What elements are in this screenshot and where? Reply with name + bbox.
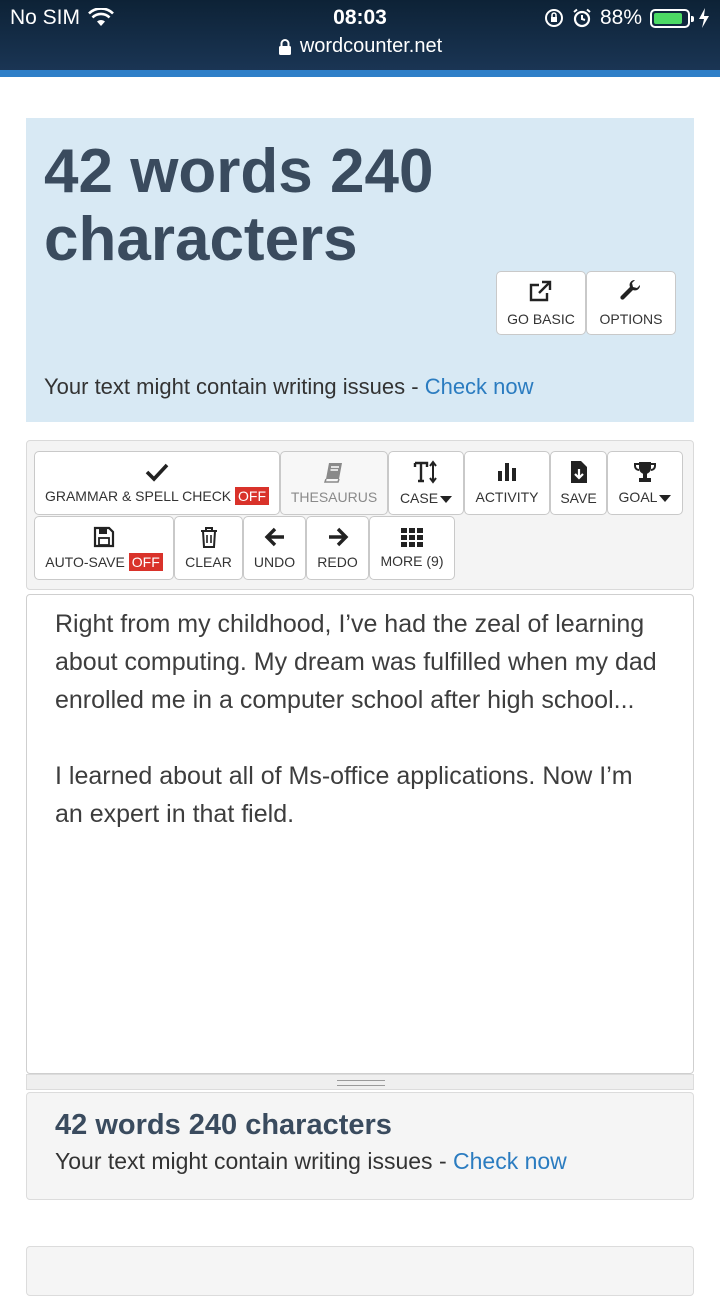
auto-save-button[interactable]	[34, 516, 174, 580]
status-bar	[0, 0, 720, 70]
arrow-right-icon	[326, 526, 350, 548]
status-right	[544, 6, 710, 30]
footer-summary	[26, 1092, 694, 1200]
editor-paragraph-1: Right from my childhood, I’ve had the zeal of learning about computing. My dream was fulfilled when my dad enrolled me in a computer school after high school...	[55, 610, 657, 714]
battery-percent: 88%	[599, 6, 642, 29]
writing-issues-notice	[44, 374, 534, 400]
editor-resize-handle[interactable]	[26, 1074, 694, 1090]
wrench-icon	[619, 279, 643, 303]
url-text: wordcounter.net	[299, 35, 443, 57]
orientation-lock-icon	[544, 8, 564, 28]
check-now-link[interactable]: Check now	[424, 374, 534, 399]
clock: 08:03	[333, 6, 387, 29]
go-basic-button[interactable]	[496, 271, 586, 335]
more-button[interactable]	[369, 516, 455, 580]
more-label: MORE (9)	[380, 553, 444, 569]
arrow-left-icon	[263, 526, 287, 548]
grammar-off-badge: OFF	[235, 487, 269, 505]
grammar-label: GRAMMAR & SPELL CHECK	[44, 488, 232, 504]
word-count-heading: 42 words 240 characters	[44, 137, 434, 274]
case-caret-icon	[440, 496, 452, 503]
footer-issues-text: Your text might contain writing issues -	[55, 1148, 453, 1174]
trash-icon	[199, 526, 219, 548]
footer-issues-notice	[55, 1148, 665, 1175]
grid-icon	[400, 527, 424, 547]
alarm-icon	[572, 8, 592, 28]
activity-label: ACTIVITY	[475, 489, 539, 505]
grip-icon	[337, 1080, 385, 1086]
bar-chart-icon	[495, 461, 519, 483]
activity-button[interactable]	[464, 451, 550, 515]
issues-text: Your text might contain writing issues -	[44, 374, 425, 399]
address-bar[interactable]	[0, 35, 720, 58]
thesaurus-label: THESAURUS	[290, 489, 378, 505]
external-link-icon	[528, 279, 554, 303]
save-label: SAVE	[560, 490, 597, 506]
summary-buttons	[496, 271, 676, 335]
carrier-label: No SIM	[10, 6, 81, 29]
clear-label: CLEAR	[185, 554, 232, 570]
goal-caret-icon	[659, 495, 671, 502]
editor-paragraph-2: I learned about all of Ms-office applications. Now I’m an expert in that field.	[55, 762, 633, 828]
case-label: CASE	[399, 490, 439, 506]
summary-panel	[26, 118, 694, 422]
options-button[interactable]	[586, 271, 676, 335]
header-accent-line	[0, 70, 720, 77]
floppy-disk-icon	[93, 526, 115, 548]
checkmark-icon	[145, 462, 169, 482]
auto-save-off-badge: OFF	[129, 553, 163, 571]
clear-button[interactable]	[174, 516, 243, 580]
undo-label: UNDO	[253, 554, 296, 570]
redo-button[interactable]	[306, 516, 369, 580]
next-panel	[26, 1246, 694, 1296]
go-basic-label: GO BASIC	[507, 311, 575, 327]
redo-label: REDO	[317, 554, 358, 570]
goal-label-row	[619, 489, 672, 505]
editor-toolbar	[26, 440, 694, 590]
grammar-label-row	[45, 488, 269, 504]
book-icon	[323, 461, 345, 483]
footer-check-now-link[interactable]: Check now	[453, 1148, 567, 1174]
case-label-row	[400, 490, 452, 506]
goal-label: GOAL	[618, 489, 658, 505]
goal-button[interactable]	[607, 451, 683, 515]
auto-save-label: AUTO-SAVE	[45, 554, 125, 570]
case-button[interactable]	[388, 451, 464, 515]
footer-word-count: 42 words 240 characters	[55, 1109, 392, 1141]
options-label: OPTIONS	[599, 311, 663, 327]
save-button[interactable]	[550, 451, 607, 515]
lock-icon	[278, 38, 292, 56]
auto-save-label-row	[45, 554, 163, 570]
download-file-icon	[568, 460, 590, 484]
text-height-icon	[413, 460, 439, 484]
battery-icon	[650, 9, 690, 28]
text-editor[interactable]	[26, 594, 694, 1074]
charging-icon	[698, 8, 710, 28]
grammar-spell-check-button[interactable]	[34, 451, 280, 515]
thesaurus-button[interactable]	[280, 451, 388, 515]
undo-button[interactable]	[243, 516, 306, 580]
trophy-icon	[633, 461, 657, 483]
